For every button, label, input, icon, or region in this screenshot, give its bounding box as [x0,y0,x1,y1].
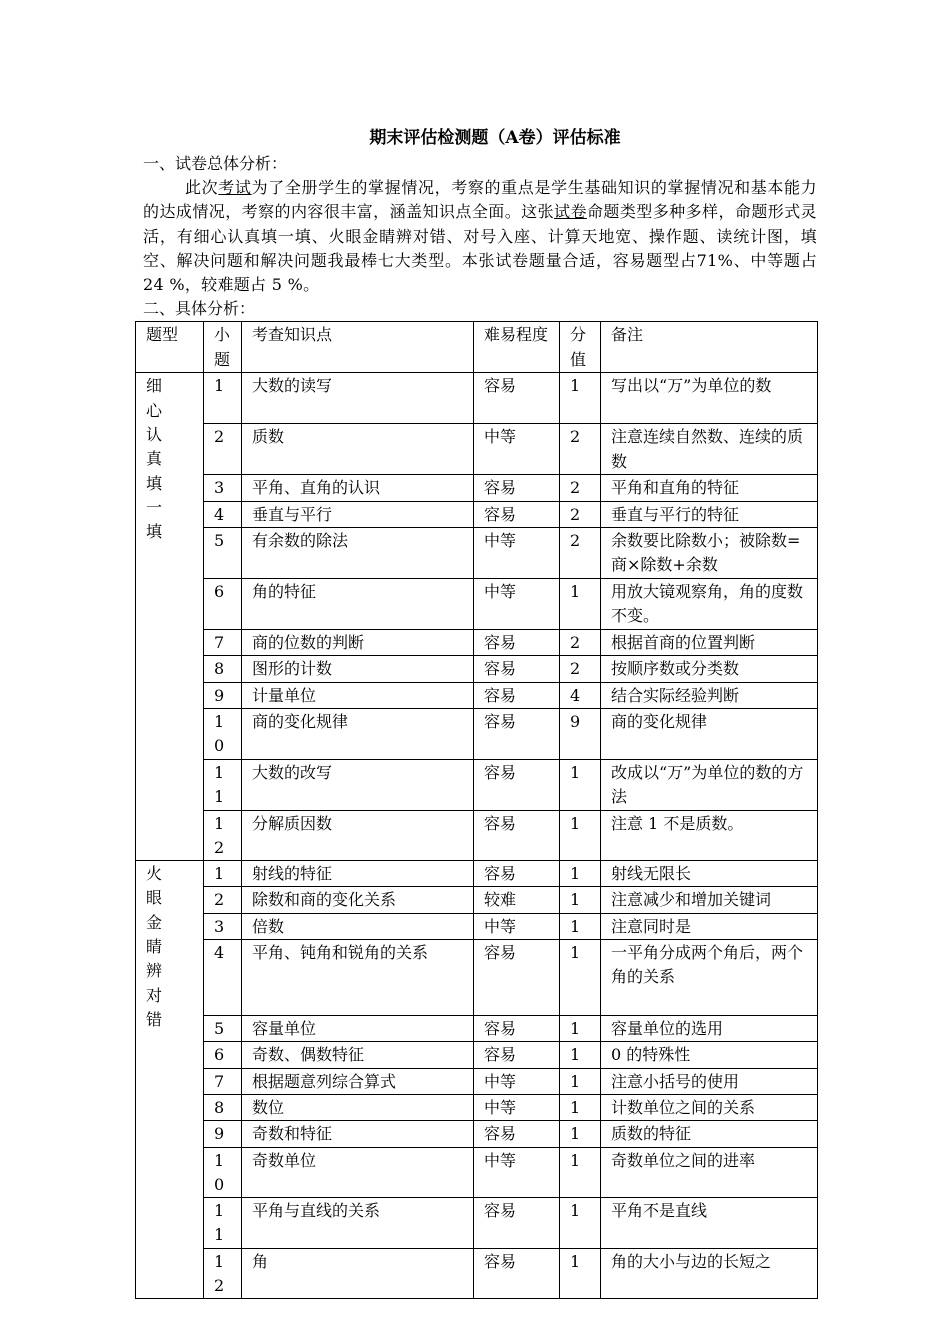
difficulty-cell: 容易 [474,759,560,810]
question-number-cell: 9 [204,682,242,708]
knowledge-point-cell: 奇数和特征 [242,1121,474,1147]
para-text-2: 为了全册学生的掌握情况，考察的重点是学生基础知识的掌握情况和基本能力的达成情况，考察的内容很丰富，涵盖知识点全面。这张 [143,178,817,222]
remark-cell: 余数要比除数小；被除数=商×除数+余数 [601,528,818,579]
score-cell: 2 [560,475,601,501]
question-number-cell: 12 [204,810,242,861]
knowledge-point-cell: 图形的计数 [242,656,474,682]
table-row [136,373,818,424]
table-row [136,656,818,682]
knowledge-point-cell: 平角、直角的认识 [242,475,474,501]
remark-cell: 用放大镜观察角，角的度数不变。 [601,579,818,630]
knowledge-point-cell: 除数和商的变化关系 [242,887,474,913]
overall-analysis-paragraph [135,176,817,297]
score-cell: 1 [560,759,601,810]
document-page [135,124,817,1299]
question-number-cell: 10 [204,708,242,759]
remark-cell: 商的变化规律 [601,708,818,759]
difficulty-cell: 容易 [474,373,560,424]
table-row [136,708,818,759]
table-row [136,913,818,939]
difficulty-cell: 容易 [474,1121,560,1147]
table-row [136,1068,818,1094]
knowledge-point-cell: 分解质因数 [242,810,474,861]
question-number-cell: 11 [204,1198,242,1249]
question-number-cell: 8 [204,1094,242,1120]
score-cell: 1 [560,1147,601,1198]
remark-cell: 平角不是直线 [601,1198,818,1249]
score-cell: 1 [560,1094,601,1120]
question-number-cell: 4 [204,501,242,527]
knowledge-point-cell: 数位 [242,1094,474,1120]
remark-cell: 按顺序数或分类数 [601,656,818,682]
table-row [136,887,818,913]
question-number-cell: 10 [204,1147,242,1198]
score-cell: 1 [560,861,601,887]
remark-cell: 一平角分成两个角后，两个角的关系 [601,940,818,1016]
table-row [136,528,818,579]
remark-cell: 注意同时是 [601,913,818,939]
remark-cell: 平角和直角的特征 [601,475,818,501]
header-cell: 考查知识点 [242,322,474,373]
difficulty-cell: 容易 [474,1016,560,1042]
knowledge-point-cell: 奇数单位 [242,1147,474,1198]
remark-cell: 注意连续自然数、连续的质数 [601,424,818,475]
score-cell: 1 [560,579,601,630]
header-cell: 分值 [560,322,601,373]
remark-cell: 计数单位之间的关系 [601,1094,818,1120]
table-row [136,501,818,527]
knowledge-point-cell: 角的特征 [242,579,474,630]
table-row [136,1147,818,1198]
remark-cell: 结合实际经验判断 [601,682,818,708]
question-number-cell: 5 [204,528,242,579]
knowledge-point-cell: 大数的改写 [242,759,474,810]
table-row [136,424,818,475]
score-cell: 1 [560,373,601,424]
difficulty-cell: 容易 [474,1198,560,1249]
knowledge-point-cell: 平角与直线的关系 [242,1198,474,1249]
score-cell: 4 [560,682,601,708]
knowledge-point-cell: 商的位数的判断 [242,630,474,656]
analysis-table [135,321,818,1299]
knowledge-point-cell: 根据题意列综合算式 [242,1068,474,1094]
difficulty-cell: 中等 [474,424,560,475]
question-number-cell: 3 [204,913,242,939]
difficulty-cell: 中等 [474,579,560,630]
question-number-cell: 9 [204,1121,242,1147]
remark-cell: 注意小括号的使用 [601,1068,818,1094]
knowledge-point-cell: 角 [242,1248,474,1299]
table-row [136,682,818,708]
table-row [136,1198,818,1249]
difficulty-cell: 中等 [474,1068,560,1094]
section-heading-overall: 一、试卷总体分析： [143,154,288,173]
knowledge-point-cell: 质数 [242,424,474,475]
remark-cell: 写出以“万”为单位的数 [601,373,818,424]
remark-cell: 角的大小与边的长短之 [601,1248,818,1299]
remark-cell: 注意 1 不是质数。 [601,810,818,861]
difficulty-cell: 中等 [474,1094,560,1120]
knowledge-point-cell: 垂直与平行 [242,501,474,527]
difficulty-cell: 中等 [474,528,560,579]
question-number-cell: 8 [204,656,242,682]
score-cell: 1 [560,1121,601,1147]
score-cell: 2 [560,424,601,475]
knowledge-point-cell: 奇数、偶数特征 [242,1042,474,1068]
knowledge-point-cell: 倍数 [242,913,474,939]
difficulty-cell: 容易 [474,475,560,501]
remark-cell: 射线无限长 [601,861,818,887]
remark-cell: 注意减少和增加关键词 [601,887,818,913]
table-row [136,475,818,501]
table-row [136,1016,818,1042]
paper-link[interactable]: 试卷 [554,202,587,222]
difficulty-cell: 容易 [474,682,560,708]
table-header-row [136,322,818,373]
question-number-cell: 2 [204,424,242,475]
remark-cell: 改成以“万”为单位的数的方法 [601,759,818,810]
question-number-cell: 11 [204,759,242,810]
section-heading-detail: 二、具体分析： [143,299,256,319]
remark-cell: 质数的特征 [601,1121,818,1147]
score-cell: 2 [560,501,601,527]
table-row [136,1094,818,1120]
difficulty-cell: 中等 [474,1147,560,1198]
question-number-cell: 2 [204,887,242,913]
difficulty-cell: 中等 [474,913,560,939]
question-number-cell: 6 [204,579,242,630]
question-number-cell: 12 [204,1248,242,1299]
score-cell: 1 [560,1042,601,1068]
question-number-cell: 6 [204,1042,242,1068]
remark-cell: 垂直与平行的特征 [601,501,818,527]
difficulty-cell: 容易 [474,630,560,656]
score-cell: 2 [560,656,601,682]
score-cell: 1 [560,1016,601,1042]
difficulty-cell: 较难 [474,887,560,913]
knowledge-point-cell: 容量单位 [242,1016,474,1042]
score-cell: 1 [560,810,601,861]
table-row [136,1042,818,1068]
score-cell: 9 [560,708,601,759]
para-text-1: 此次 [185,178,219,197]
difficulty-cell: 容易 [474,861,560,887]
score-cell: 1 [560,887,601,913]
knowledge-point-cell: 大数的读写 [242,373,474,424]
difficulty-cell: 容易 [474,1042,560,1068]
category-cell: 细心认真填一填 [136,373,204,861]
table-row [136,1121,818,1147]
score-cell: 1 [560,913,601,939]
score-cell: 2 [560,630,601,656]
difficulty-cell: 容易 [474,1248,560,1299]
difficulty-cell: 容易 [474,708,560,759]
difficulty-cell: 容易 [474,810,560,861]
remark-cell: 根据首商的位置判断 [601,630,818,656]
header-cell: 题型 [136,322,204,373]
category-cell: 火眼金睛辨对错 [136,861,204,1299]
question-number-cell: 7 [204,630,242,656]
exam-link[interactable]: 考试 [218,178,252,197]
table-row [136,759,818,810]
score-cell: 1 [560,1248,601,1299]
table-row [136,861,818,887]
knowledge-point-cell: 射线的特征 [242,861,474,887]
question-number-cell: 1 [204,373,242,424]
score-cell: 1 [560,940,601,1016]
table-row [136,810,818,861]
difficulty-cell: 容易 [474,656,560,682]
question-number-cell: 1 [204,861,242,887]
question-number-cell: 3 [204,475,242,501]
table-row [136,630,818,656]
question-number-cell: 5 [204,1016,242,1042]
knowledge-point-cell: 计量单位 [242,682,474,708]
table-row [136,940,818,1016]
document-title: 期末评估检测题（A卷）评估标准 [369,128,621,148]
header-cell: 难易程度 [474,322,560,373]
table-row [136,1248,818,1299]
header-cell: 备注 [601,322,818,373]
difficulty-cell: 容易 [474,501,560,527]
score-cell: 1 [560,1068,601,1094]
difficulty-cell: 容易 [474,940,560,1016]
score-cell: 2 [560,528,601,579]
knowledge-point-cell: 有余数的除法 [242,528,474,579]
score-cell: 1 [560,1198,601,1249]
table-row [136,579,818,630]
remark-cell: 0 的特殊性 [601,1042,818,1068]
question-number-cell: 4 [204,940,242,1016]
para-text-3: 命题类型多种多样，命题形式灵活，有细心认真填一填、火眼金睛辨对错、对号入座、计算天地宽、操作题、读统计图，填空、解决问题和解决问题我最棒七大类型。本张试卷题量合适，容易题型占71%、中等题占 24 %，较难题占 5 %。 [143,202,817,295]
knowledge-point-cell: 平角、钝角和锐角的关系 [242,940,474,1016]
remark-cell: 奇数单位之间的进率 [601,1147,818,1198]
remark-cell: 容量单位的选用 [601,1016,818,1042]
question-number-cell: 7 [204,1068,242,1094]
header-cell: 小题 [204,322,242,373]
knowledge-point-cell: 商的变化规律 [242,708,474,759]
